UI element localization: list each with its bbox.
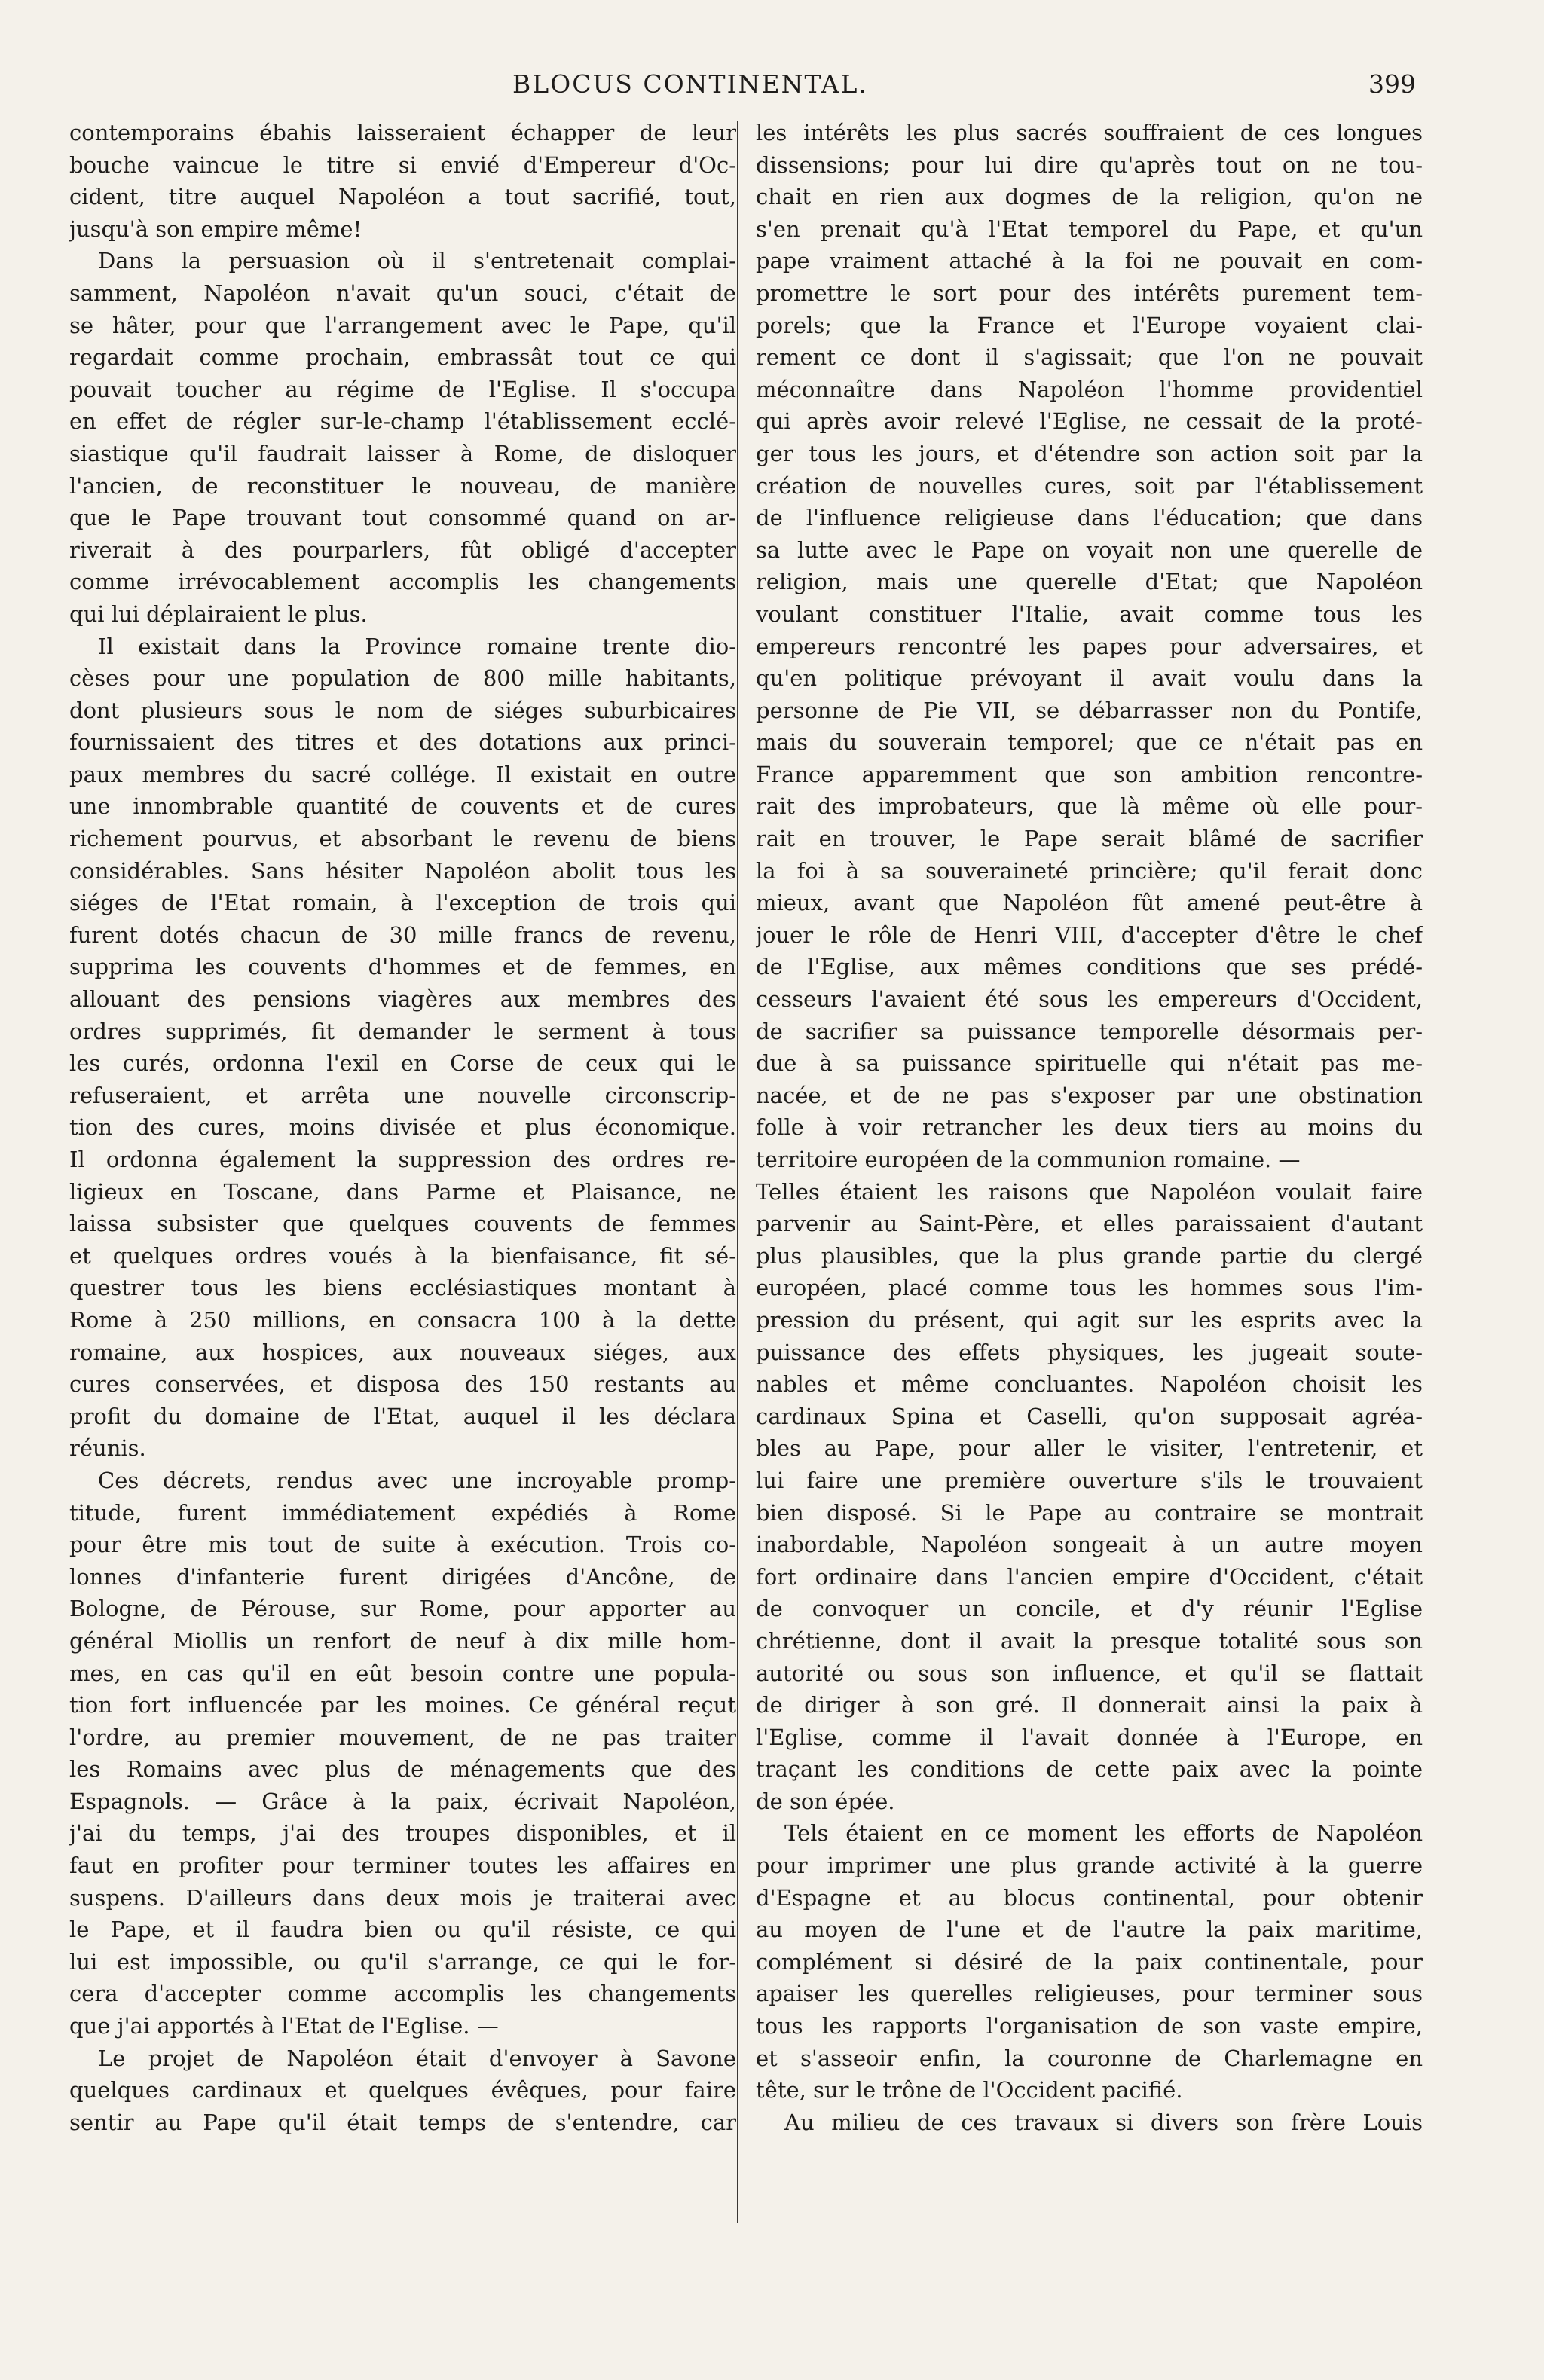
text-line: pour imprimer une plus grande activité à la guerre: [756, 1853, 1423, 1879]
text-line: autorité ou sous son influence, et qu'il se flattait: [756, 1660, 1423, 1686]
text-line: tion fort influencée par les moines. Ce général reçut: [69, 1692, 736, 1719]
text-line: d'Espagne et au blocus continental, pour obtenir: [756, 1884, 1423, 1911]
text-line: plus plausibles, que la plus grande partie du clergé: [756, 1242, 1423, 1269]
text-line: pouvait toucher au régime de l'Eglise. Il s'occupa: [69, 376, 736, 402]
text-line: romaine, aux hospices, aux nouveaux siéges, aux: [69, 1339, 736, 1365]
text-line: nacée, et de ne pas s'exposer par une obstination: [756, 1082, 1423, 1108]
text-line: titude, furent immédiatement expédiés à Rome: [69, 1499, 736, 1526]
running-header: [0, 69, 1544, 107]
text-line: une innombrable quantité de couvents et de cures: [69, 793, 736, 820]
text-line: méconnaître dans Napoléon l'homme providentiel: [756, 376, 1423, 402]
text-line: les intérêts les plus sacrés souffraient de ces longues: [756, 120, 1423, 145]
text-line: religion, mais une querelle d'Etat; que Napoléon: [756, 569, 1423, 595]
text-line: Bologne, de Pérouse, sur Rome, pour apporter au: [69, 1596, 736, 1622]
text-line: pression du présent, qui agit sur les esprits avec la: [756, 1306, 1423, 1333]
text-line: et quelques ordres voués à la bienfaisance, fit sé-: [69, 1242, 736, 1269]
text-line: Telles étaient les raisons que Napoléon voulait faire: [756, 1178, 1423, 1205]
text-line: apaiser les querelles religieuses, pour terminer sous: [756, 1981, 1423, 2007]
text-line: tion des cures, moins divisée et plus économique.: [69, 1114, 736, 1141]
text-line: supprima les couvents d'hommes et de femmes, en: [69, 954, 736, 980]
text-line: Tels étaient en ce moment les efforts de Napoléon: [784, 1820, 1423, 1847]
running-title: BLOCUS CONTINENTAL.: [512, 69, 868, 99]
text-line: paux membres du sacré collége. Il existait en outre: [69, 761, 736, 787]
text-line: rait des improbateurs, que là même où elle pour-: [756, 793, 1423, 820]
text-line: inabordable, Napoléon songeait à un autre moyen: [756, 1532, 1423, 1558]
text-line: lui faire une première ouverture s'ils le trouvaient: [756, 1467, 1423, 1493]
text-line: cident, titre auquel Napoléon a tout sacrifié, tout,: [69, 184, 736, 210]
text-line: cesseurs l'avaient été sous les empereurs d'Occident,: [756, 986, 1423, 1013]
right-column: [756, 117, 1423, 2138]
text-line: Dans la persuasion où il s'entretenait complai-: [98, 248, 736, 274]
text-line: fort ordinaire dans l'ancien empire d'Occident, c'était: [756, 1563, 1423, 1590]
text-line: considérables. Sans hésiter Napoléon abolit tous les: [69, 857, 736, 884]
text-line: nables et même concluantes. Napoléon choisit les: [756, 1371, 1423, 1398]
text-line: laissa subsister que quelques couvents de femmes: [69, 1211, 736, 1237]
text-line: richement pourvus, et absorbant le revenu de biens: [69, 826, 736, 852]
text-line: personne de Pie VII, se débarrasser non du Pontife,: [756, 697, 1423, 723]
text-line: samment, Napoléon n'avait qu'un souci, c'était de: [69, 280, 736, 306]
text-line: qui après avoir relevé l'Eglise, ne cessait de la proté-: [756, 408, 1423, 435]
text-line: de son épée.: [756, 1788, 895, 1814]
text-line: le Pape, et il faudra bien ou qu'il résiste, ce qui: [69, 1917, 736, 1943]
text-line: s'en prenait qu'à l'Etat temporel du Pape, et qu'un: [756, 215, 1423, 242]
text-line: promettre le sort pour des intérêts purement tem-: [756, 280, 1423, 306]
text-line: l'Eglise, comme il l'avait donnée à l'Europe, en: [756, 1724, 1423, 1750]
text-line: mes, en cas qu'il en eût besoin contre une popula-: [69, 1660, 736, 1686]
text-line: profit du domaine de l'Etat, auquel il les déclara: [69, 1403, 736, 1429]
text-line: Espagnols. — Grâce à la paix, écrivait Napoléon,: [69, 1788, 736, 1814]
text-line: suspens. D'ailleurs dans deux mois je traiterai avec: [69, 1884, 736, 1911]
text-line: de convoquer un concile, et d'y réunir l'Eglise: [756, 1596, 1423, 1622]
text-line: sa lutte avec le Pape on voyait non une querelle de: [756, 536, 1423, 563]
text-line: chait en rien aux dogmes de la religion, qu'on ne: [756, 184, 1423, 210]
text-line: puissance des effets physiques, les jugeait soute-: [756, 1339, 1423, 1365]
text-line: Au milieu de ces travaux si divers son frère Louis: [784, 2109, 1423, 2135]
text-line: traçant les conditions de cette paix avec la pointe: [756, 1756, 1423, 1783]
text-line: empereurs rencontré les papes pour adversaires, et: [756, 633, 1423, 659]
text-line: parvenir au Saint-Père, et elles paraissaient d'autant: [756, 1211, 1423, 1237]
text-line: contemporains ébahis laisseraient échapper de leur: [69, 120, 736, 145]
text-line: bien disposé. Si le Pape au contraire se montrait: [756, 1499, 1423, 1526]
text-line: Ces décrets, rendus avec une incroyable promp-: [98, 1467, 736, 1493]
text-line: cardinaux Spina et Caselli, qu'on supposait agréa-: [756, 1403, 1423, 1429]
text-line: au moyen de l'une et de l'autre la paix maritime,: [756, 1917, 1423, 1943]
text-line: cèses pour une population de 800 mille habitants,: [69, 665, 736, 692]
text-line: européen, placé comme tous les hommes sous l'im-: [756, 1275, 1423, 1301]
text-line: jusqu'à son empire même!: [69, 215, 362, 242]
text-line: mieux, avant que Napoléon fût amené peut-être à: [756, 890, 1423, 916]
text-line: refuseraient, et arrêta une nouvelle circonscrip-: [69, 1082, 736, 1108]
text-line: chrétienne, dont il avait la presque totalité sous son: [756, 1627, 1423, 1654]
text-line: allouant des pensions viagères aux membres des: [69, 986, 736, 1013]
text-line: rement ce dont il s'agissait; que l'on ne pouvait: [756, 344, 1423, 371]
text-line: France apparemment que son ambition rencontre-: [756, 761, 1423, 787]
text-line: l'ancien, de reconstituer le nouveau, de manière: [69, 472, 736, 499]
text-line: Il ordonna également la suppression des ordres re-: [69, 1147, 736, 1172]
text-line: dissensions; pour lui dire qu'après tout on ne tou-: [756, 151, 1423, 178]
text-line: l'ordre, au premier mouvement, de ne pas traiter: [69, 1724, 736, 1750]
text-line: bouche vaincue le titre si envié d'Empereur d'Oc-: [69, 151, 736, 178]
text-line: qu'en politique prévoyant il avait voulu dans la: [756, 665, 1423, 692]
text-line: cures conservées, et disposa des 150 restants au: [69, 1371, 736, 1398]
page-number: 399: [1368, 69, 1416, 99]
text-line: que le Pape trouvant tout consommé quand on ar-: [69, 505, 736, 531]
text-line: tous les rapports l'organisation de son vaste empire,: [756, 2013, 1423, 2039]
text-line: ger tous les jours, et d'étendre son action soit par la: [756, 440, 1423, 466]
text-line: quelques cardinaux et quelques évêques, pour faire: [69, 2077, 736, 2104]
text-line: qui lui déplairaient le plus.: [69, 600, 368, 627]
text-line: folle à voir retrancher les deux tiers au moins du: [756, 1114, 1423, 1141]
text-line: porels; que la France et l'Europe voyaient clai-: [756, 312, 1423, 338]
text-line: lonnes d'infanterie furent dirigées d'Ancône, de: [69, 1563, 736, 1590]
text-line: pape vraiment attaché à la foi ne pouvait en com-: [756, 248, 1423, 274]
text-line: de sacrifier sa puissance temporelle désormais per-: [756, 1018, 1423, 1044]
text-line: siastique qu'il faudrait laisser à Rome, de disloquer: [69, 440, 736, 466]
text-line: rait en trouver, le Pape serait blâmé de sacrifier: [756, 826, 1423, 852]
text-line: général Miollis un renfort de neuf à dix mille hom-: [69, 1627, 736, 1654]
text-line: Le projet de Napoléon était d'envoyer à Savone: [98, 2045, 736, 2071]
text-line: ordres supprimés, fit demander le serment à tous: [69, 1018, 736, 1044]
text-line: cera d'accepter comme accomplis les changements: [69, 1981, 736, 2007]
text-line: de diriger à son gré. Il donnerait ainsi la paix à: [756, 1692, 1423, 1719]
text-line: jouer le rôle de Henri VIII, d'accepter d'être le chef: [756, 921, 1423, 948]
text-line: complément si désiré de la paix continentale, pour: [756, 1948, 1423, 1975]
text-line: Il existait dans la Province romaine trente dio-: [98, 633, 736, 659]
text-line: de l'influence religieuse dans l'éducation; que dans: [756, 505, 1423, 531]
text-line: furent dotés chacun de 30 mille francs de revenu,: [69, 921, 736, 948]
text-line: lui est impossible, ou qu'il s'arrange, ce qui le for-: [69, 1948, 736, 1975]
text-line: regardait comme prochain, embrassât tout ce qui: [69, 344, 736, 371]
text-line: réunis.: [69, 1435, 146, 1462]
text-line: et s'asseoir enfin, la couronne de Charlemagne en: [756, 2045, 1423, 2071]
text-line: siéges de l'Etat romain, à l'exception de trois qui: [69, 890, 736, 916]
text-line: que j'ai apportés à l'Etat de l'Eglise. —: [69, 2013, 499, 2039]
text-line: ligieux en Toscane, dans Parme et Plaisance, ne: [69, 1178, 736, 1205]
text-line: création de nouvelles cures, soit par l'établissement: [756, 472, 1423, 499]
column-divider: [737, 121, 738, 2223]
text-line: faut en profiter pour terminer toutes les affaires en: [69, 1853, 736, 1879]
text-line: pour être mis tout de suite à exécution. Trois co-: [69, 1532, 736, 1558]
text-line: j'ai du temps, j'ai des troupes disponibles, et il: [69, 1820, 736, 1847]
text-line: les curés, ordonna l'exil en Corse de ceux qui le: [69, 1050, 736, 1077]
text-line: Rome à 250 millions, en consacra 100 à la dette: [69, 1306, 736, 1333]
left-column: [69, 117, 736, 2138]
text-line: de l'Eglise, aux mêmes conditions que ses prédé-: [756, 954, 1423, 980]
text-line: tête, sur le trône de l'Occident pacifié.: [756, 2077, 1183, 2104]
text-line: dont plusieurs sous le nom de siéges suburbicaires: [69, 697, 736, 723]
text-line: bles au Pape, pour aller le visiter, l'entretenir, et: [756, 1435, 1423, 1462]
text-line: en effet de régler sur-le-champ l'établissement ecclé-: [69, 408, 736, 435]
text-line: les Romains avec plus de ménagements que des: [69, 1756, 736, 1783]
text-line: sentir au Pape qu'il était temps de s'entendre, car: [69, 2109, 736, 2135]
text-line: la foi à sa souveraineté princière; qu'il ferait donc: [756, 857, 1423, 884]
text-line: mais du souverain temporel; que ce n'était pas en: [756, 729, 1423, 756]
text-line: comme irrévocablement accomplis les changements: [69, 569, 736, 595]
text-line: questrer tous les biens ecclésiastiques montant à: [69, 1275, 736, 1301]
text-line: voulant constituer l'Italie, avait comme tous les: [756, 600, 1423, 627]
text-line: riverait à des pourparlers, fût obligé d'accepter: [69, 536, 736, 563]
text-line: se hâter, pour que l'arrangement avec le Pape, qu'il: [69, 312, 736, 338]
text-line: territoire européen de la communion romaine. —: [756, 1147, 1301, 1172]
text-line: fournissaient des titres et des dotations aux princi-: [69, 729, 736, 756]
text-line: due à sa puissance spirituelle qui n'était pas me-: [756, 1050, 1423, 1077]
